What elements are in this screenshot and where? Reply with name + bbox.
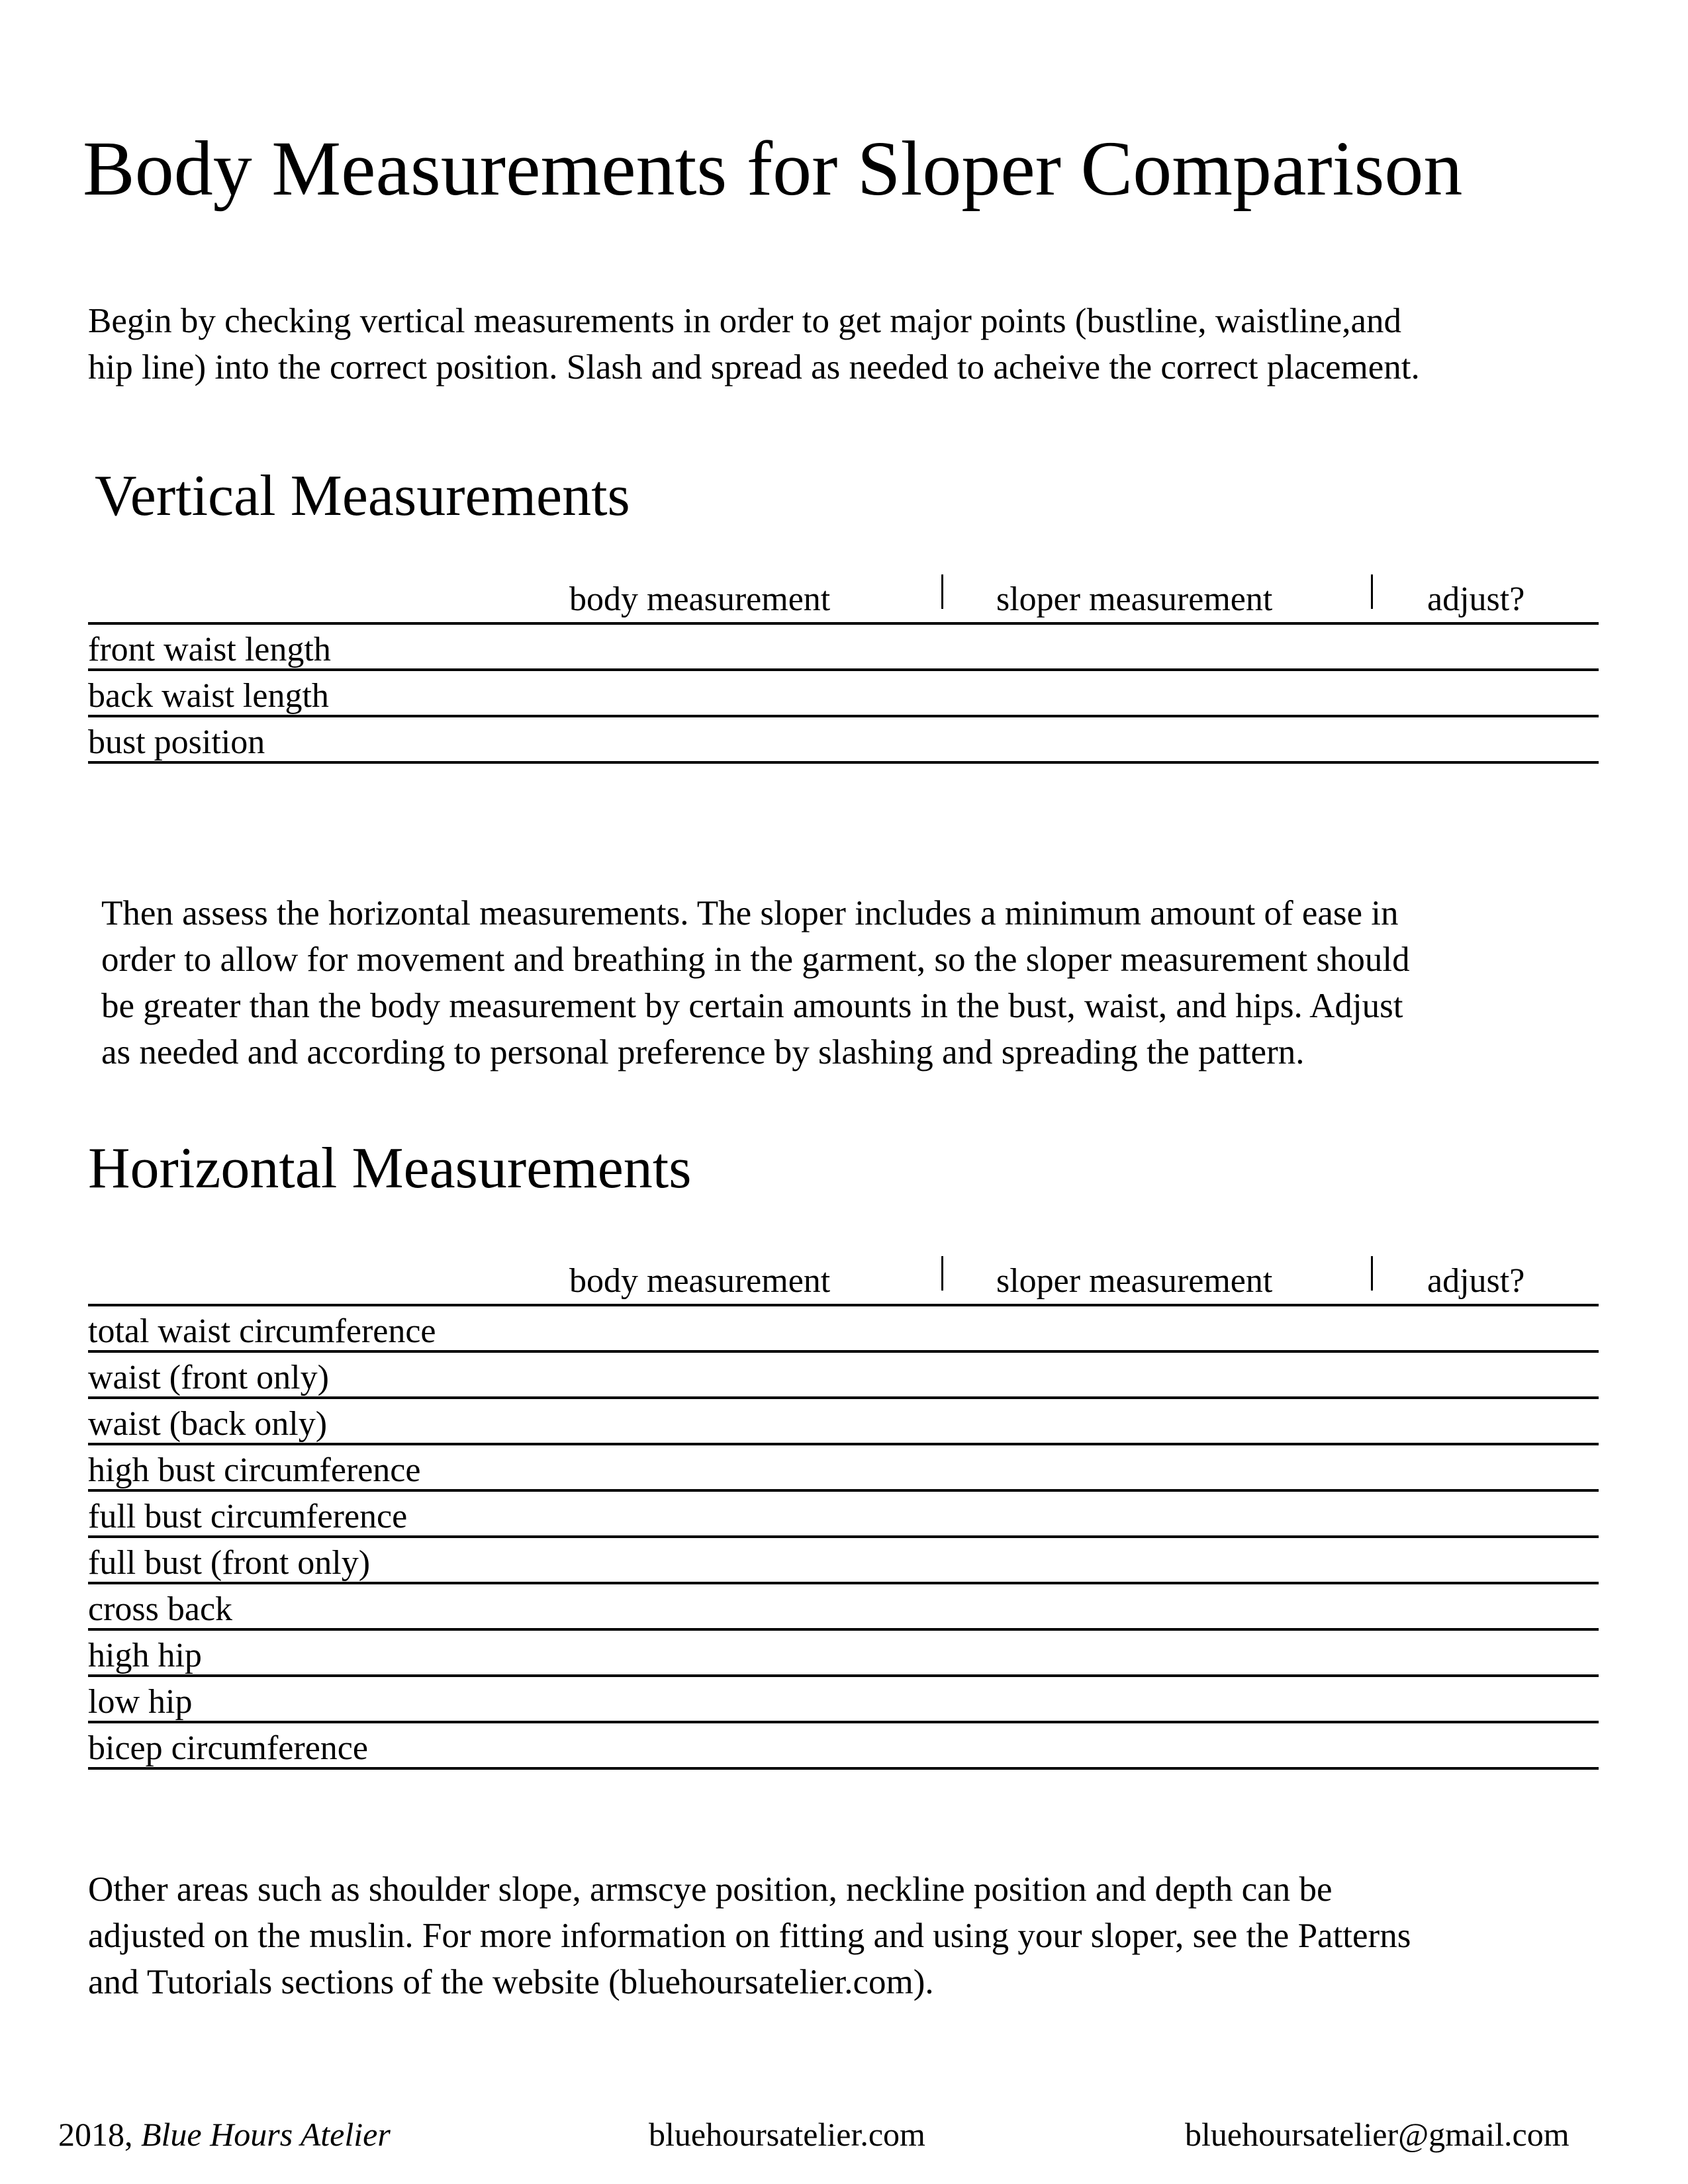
table-row (88, 1445, 1599, 1492)
sloper-measurement-field[interactable] (996, 1306, 1367, 1350)
table-row (88, 1584, 1599, 1631)
adjust-field[interactable] (1427, 1631, 1593, 1674)
table-row (88, 1631, 1599, 1677)
row-label: cross back (88, 1590, 233, 1628)
adjust-field[interactable] (1427, 671, 1593, 715)
footer-copyright (58, 2115, 391, 2154)
adjust-field[interactable] (1427, 1538, 1593, 1582)
intro-paragraph (88, 298, 1420, 390)
adjust-field[interactable] (1427, 1723, 1593, 1767)
column-header-sloper: sloper measurement (996, 580, 1273, 618)
sloper-measurement-field[interactable] (996, 1353, 1367, 1396)
row-label: full bust circumference (88, 1498, 408, 1535)
row-label: waist (front only) (88, 1359, 329, 1396)
footer-email-link[interactable]: bluehoursatelier@gmail.com (1185, 2116, 1570, 2153)
adjust-field[interactable] (1427, 1399, 1593, 1443)
row-label: bust position (88, 723, 265, 761)
row-label: full bust (front only) (88, 1544, 371, 1582)
table-header (88, 1251, 1599, 1306)
body-measurement-field[interactable] (569, 1723, 940, 1767)
column-header-sloper: sloper measurement (996, 1262, 1273, 1300)
body-measurement-field[interactable] (569, 1399, 940, 1443)
body-measurement-field[interactable] (569, 1353, 940, 1396)
adjust-field[interactable] (1427, 717, 1593, 761)
sloper-measurement-field[interactable] (996, 625, 1367, 668)
horizontal-measurements-table (88, 1251, 1599, 1770)
sloper-measurement-field[interactable] (996, 1631, 1367, 1674)
body-measurement-field[interactable] (569, 625, 940, 668)
body-measurement-field[interactable] (569, 1306, 940, 1350)
row-label: back waist length (88, 677, 329, 715)
row-label: front waist length (88, 631, 331, 668)
sloper-measurement-field[interactable] (996, 671, 1367, 715)
sloper-measurement-field[interactable] (996, 1723, 1367, 1767)
adjust-field[interactable] (1427, 625, 1593, 668)
adjust-field[interactable] (1427, 1677, 1593, 1721)
column-header-body: body measurement (569, 580, 831, 618)
adjust-field[interactable] (1427, 1306, 1593, 1350)
adjust-field[interactable] (1427, 1492, 1593, 1535)
table-row (88, 717, 1599, 764)
table-row (88, 1723, 1599, 1770)
table-header (88, 569, 1599, 625)
table-row (88, 1538, 1599, 1584)
adjust-field[interactable] (1427, 1584, 1593, 1628)
row-label: high bust circumference (88, 1451, 421, 1489)
footer-brand: Blue Hours Atelier (141, 2116, 391, 2153)
table-row (88, 1353, 1599, 1399)
intro-line: hip line) into the correct position. Slash and spread as needed to acheive the correct placement. (88, 348, 1420, 387)
table-row (88, 1492, 1599, 1538)
body-measurement-field[interactable] (569, 717, 940, 761)
body-measurement-field[interactable] (569, 1445, 940, 1489)
column-separator (941, 1256, 943, 1291)
paragraph-line: Other areas such as shoulder slope, armscye position, neckline position and depth can be (88, 1870, 1333, 1909)
footer-year: 2018, (58, 2116, 141, 2153)
horizontal-heading: Horizontal Measurements (88, 1136, 692, 1201)
sloper-measurement-field[interactable] (996, 1677, 1367, 1721)
paragraph-line: be greater than the body measurement by certain amounts in the bust, waist, and hips. Adjust (101, 987, 1403, 1025)
page-title: Body Measurements for Sloper Comparison (83, 125, 1463, 212)
sloper-measurement-field[interactable] (996, 717, 1367, 761)
intro-line: Begin by checking vertical measurements in order to get major points (bustline, waistline,and (88, 302, 1402, 340)
column-separator (941, 574, 943, 609)
column-header-body: body measurement (569, 1262, 831, 1300)
row-label: waist (back only) (88, 1405, 328, 1443)
vertical-heading: Vertical Measurements (95, 464, 630, 528)
table-row (88, 1399, 1599, 1445)
column-header-adjust: adjust? (1427, 580, 1525, 618)
body-measurement-field[interactable] (569, 1631, 940, 1674)
sloper-measurement-field[interactable] (996, 1445, 1367, 1489)
sloper-measurement-field[interactable] (996, 1584, 1367, 1628)
body-measurement-field[interactable] (569, 1492, 940, 1535)
sloper-measurement-field[interactable] (996, 1399, 1367, 1443)
row-label: high hip (88, 1637, 202, 1674)
paragraph-line: adjusted on the muslin. For more information on fitting and using your sloper, see the Patterns (88, 1917, 1411, 1955)
sloper-measurement-field[interactable] (996, 1492, 1367, 1535)
table-row (88, 625, 1599, 671)
paragraph-line: Then assess the horizontal measurements. The sloper includes a minimum amount of ease in (101, 894, 1399, 933)
table-row (88, 1306, 1599, 1353)
row-label: total waist circumference (88, 1312, 436, 1350)
body-measurement-field[interactable] (569, 671, 940, 715)
table-row (88, 1677, 1599, 1723)
paragraph-line: order to allow for movement and breathing in the garment, so the sloper measurement should (101, 940, 1410, 979)
paragraph-line: as needed and according to personal preference by slashing and spreading the pattern. (101, 1033, 1305, 1071)
body-measurement-field[interactable] (569, 1584, 940, 1628)
table-row (88, 671, 1599, 717)
paragraph-line: and Tutorials sections of the website (bluehoursatelier.com). (88, 1963, 934, 2001)
vertical-measurements-table (88, 569, 1599, 764)
row-label: bicep circumference (88, 1729, 368, 1767)
body-measurement-field[interactable] (569, 1677, 940, 1721)
column-header-adjust: adjust? (1427, 1262, 1525, 1300)
footer-website-link[interactable]: bluehoursatelier.com (649, 2116, 925, 2153)
adjust-field[interactable] (1427, 1353, 1593, 1396)
closing-paragraph (88, 1866, 1411, 2005)
sloper-measurement-field[interactable] (996, 1538, 1367, 1582)
column-separator (1371, 574, 1373, 609)
body-measurement-field[interactable] (569, 1538, 940, 1582)
column-separator (1371, 1256, 1373, 1291)
adjust-field[interactable] (1427, 1445, 1593, 1489)
horizontal-intro-paragraph (101, 890, 1410, 1075)
row-label: low hip (88, 1683, 193, 1721)
